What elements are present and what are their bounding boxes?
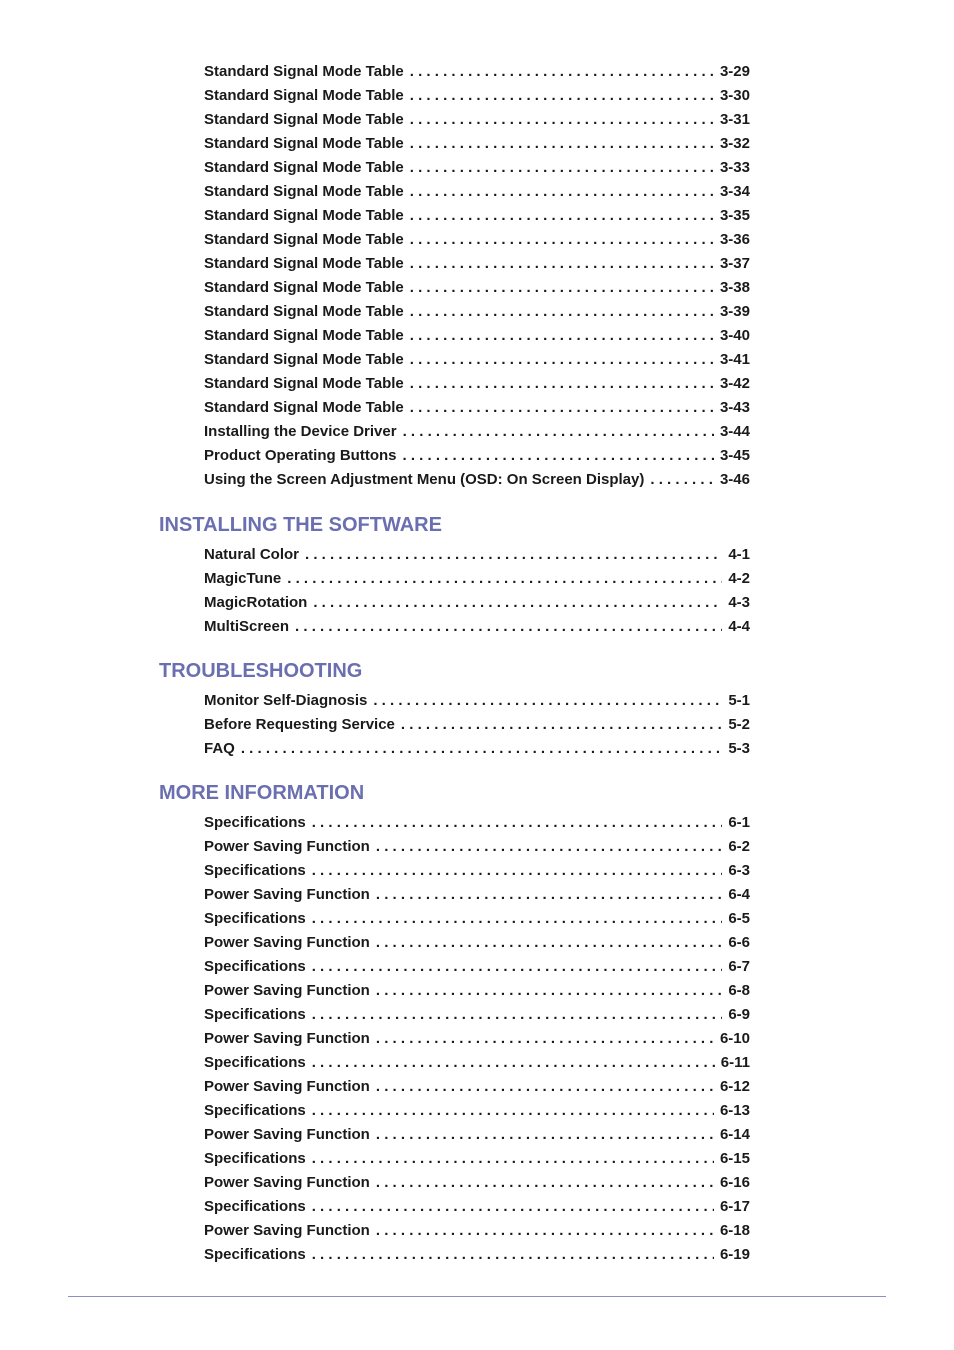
dot-leader <box>241 737 722 761</box>
toc-entry-title: Power Saving Function <box>204 982 370 999</box>
toc-entry[interactable] <box>204 228 750 252</box>
toc-entry-title: Specifications <box>204 862 306 879</box>
toc-entry-page-number: 3-31 <box>719 111 750 128</box>
toc-entry-page-number: 6-9 <box>728 1006 750 1023</box>
toc-entry-page-number: 3-42 <box>719 375 750 392</box>
dot-leader <box>312 1003 723 1027</box>
toc-entry[interactable] <box>204 372 750 396</box>
toc-entry[interactable] <box>204 324 750 348</box>
toc-entry[interactable] <box>204 108 750 132</box>
toc-entry-page-number: 3-43 <box>719 399 750 416</box>
toc-entry-page-number: 3-34 <box>719 183 750 200</box>
toc-entry[interactable] <box>204 300 750 324</box>
toc-entry-page-number: 6-14 <box>719 1126 750 1143</box>
toc-entry-title: Standard Signal Mode Table <box>204 279 404 296</box>
toc-entry[interactable] <box>204 420 750 444</box>
toc-entry-title: Standard Signal Mode Table <box>204 87 404 104</box>
dot-leader <box>287 567 722 591</box>
toc-entry[interactable] <box>204 252 750 276</box>
dot-leader <box>410 252 714 276</box>
toc-entry-title: Standard Signal Mode Table <box>204 231 404 248</box>
toc-entry-title: Power Saving Function <box>204 1222 370 1239</box>
toc-list-display <box>204 60 750 492</box>
toc-entry-page-number: 3-30 <box>719 87 750 104</box>
dot-leader <box>376 1075 714 1099</box>
toc-entry[interactable] <box>204 567 750 591</box>
dot-leader <box>410 348 714 372</box>
toc-entry-title: Power Saving Function <box>204 1030 370 1047</box>
toc-entry-page-number: 6-15 <box>719 1150 750 1167</box>
toc-entry[interactable] <box>204 1123 750 1147</box>
dot-leader <box>376 931 722 955</box>
toc-entry-title: Power Saving Function <box>204 1078 370 1095</box>
toc-list-more-information <box>204 811 750 1267</box>
section-heading-troubleshooting: TROUBLESHOOTING <box>159 660 363 682</box>
dot-leader <box>410 108 714 132</box>
toc-entry[interactable] <box>204 713 750 737</box>
toc-entry-page-number: 5-1 <box>728 692 750 709</box>
toc-entry-title: Before Requesting Service <box>204 716 395 733</box>
toc-list-troubleshooting <box>204 689 750 761</box>
toc-entry-title: Power Saving Function <box>204 838 370 855</box>
toc-entry-title: Power Saving Function <box>204 934 370 951</box>
toc-entry[interactable] <box>204 468 750 492</box>
toc-entry-page-number: 3-35 <box>719 207 750 224</box>
dot-leader <box>410 156 714 180</box>
toc-entry-page-number: 4-2 <box>728 570 750 587</box>
dot-leader <box>410 324 714 348</box>
toc-entry-title: Specifications <box>204 814 306 831</box>
toc-entry[interactable] <box>204 1195 750 1219</box>
toc-entry-title: Power Saving Function <box>204 1174 370 1191</box>
toc-entry-page-number: 4-1 <box>728 546 750 563</box>
toc-entry-title: Specifications <box>204 1150 306 1167</box>
toc-entry-page-number: 6-3 <box>728 862 750 879</box>
toc-entry-title: Standard Signal Mode Table <box>204 375 404 392</box>
dot-leader <box>312 1147 714 1171</box>
toc-entry-title: Specifications <box>204 1054 306 1071</box>
toc-entry-page-number: 6-10 <box>719 1030 750 1047</box>
toc-entry-page-number: 3-41 <box>719 351 750 368</box>
toc-entry-page-number: 6-16 <box>719 1174 750 1191</box>
dot-leader <box>312 907 723 931</box>
toc-entry-page-number: 6-17 <box>719 1198 750 1215</box>
toc-entry-title: MagicTune <box>204 570 282 587</box>
toc-entry-page-number: 6-2 <box>728 838 750 855</box>
dot-leader <box>401 713 722 737</box>
toc-entry-page-number: 6-7 <box>728 958 750 975</box>
toc-entry-page-number: 6-5 <box>728 910 750 927</box>
toc-entry-title: Specifications <box>204 1246 306 1263</box>
dot-leader <box>410 396 714 420</box>
toc-entry-title: Standard Signal Mode Table <box>204 111 404 128</box>
dot-leader <box>312 955 723 979</box>
toc-entry[interactable] <box>204 1147 750 1171</box>
toc-entry[interactable] <box>204 883 750 907</box>
toc-entry[interactable] <box>204 811 750 835</box>
dot-leader <box>410 60 714 84</box>
toc-entry-title: Power Saving Function <box>204 886 370 903</box>
dot-leader <box>295 615 722 639</box>
dot-leader <box>312 859 723 883</box>
dot-leader <box>403 420 714 444</box>
dot-leader <box>373 689 722 713</box>
toc-entry-title: Specifications <box>204 1102 306 1119</box>
dot-leader <box>410 84 714 108</box>
toc-entry-title: Product Operating Buttons <box>204 447 397 464</box>
toc-entry-page-number: 3-32 <box>719 135 750 152</box>
toc-entry[interactable] <box>204 1003 750 1027</box>
toc-entry-page-number: 3-29 <box>719 63 750 80</box>
toc-entry-page-number: 4-3 <box>728 594 750 611</box>
toc-entry-title: Standard Signal Mode Table <box>204 63 404 80</box>
toc-entry[interactable] <box>204 955 750 979</box>
toc-list-software <box>204 543 750 639</box>
toc-entry-title: Standard Signal Mode Table <box>204 159 404 176</box>
toc-entry[interactable] <box>204 1243 750 1267</box>
toc-entry-page-number: 5-3 <box>728 740 750 757</box>
toc-entry-page-number: 6-8 <box>728 982 750 999</box>
dot-leader <box>313 591 722 615</box>
toc-entry-page-number: 4-4 <box>728 618 750 635</box>
toc-entry-title: Specifications <box>204 958 306 975</box>
dot-leader <box>312 1099 714 1123</box>
dot-leader <box>376 883 722 907</box>
dot-leader <box>376 979 722 1003</box>
toc-entry[interactable] <box>204 84 750 108</box>
toc-entry-title: MultiScreen <box>204 618 290 635</box>
toc-entry-title: Standard Signal Mode Table <box>204 327 404 344</box>
toc-entry-page-number: 3-33 <box>719 159 750 176</box>
toc-entry[interactable] <box>204 979 750 1003</box>
toc-entry[interactable] <box>204 132 750 156</box>
dot-leader <box>376 1123 714 1147</box>
toc-entry[interactable] <box>204 60 750 84</box>
toc-entry-page-number: 6-6 <box>728 934 750 951</box>
footer-divider <box>68 1296 886 1297</box>
toc-entry[interactable] <box>204 1171 750 1195</box>
toc-entry-page-number: 3-40 <box>719 327 750 344</box>
toc-entry-title: MagicRotation <box>204 594 308 611</box>
dot-leader <box>410 300 714 324</box>
section-heading-software: INSTALLING THE SOFTWARE <box>159 514 442 536</box>
toc-entry-page-number: 3-38 <box>719 279 750 296</box>
dot-leader <box>312 1243 714 1267</box>
dot-leader <box>410 372 714 396</box>
toc-entry-title: Installing the Device Driver <box>204 423 397 440</box>
toc-entry-title: FAQ <box>204 740 235 757</box>
dot-leader <box>410 228 714 252</box>
toc-entry-title: Using the Screen Adjustment Menu (OSD: On Screen Display) <box>204 471 645 488</box>
toc-entry-title: Standard Signal Mode Table <box>204 135 404 152</box>
toc-entry-title: Natural Color <box>204 546 300 563</box>
toc-entry-title: Power Saving Function <box>204 1126 370 1143</box>
dot-leader <box>650 468 714 492</box>
section-heading-more-information: MORE INFORMATION <box>159 782 365 804</box>
toc-entry-title: Standard Signal Mode Table <box>204 255 404 272</box>
toc-entry-title: Standard Signal Mode Table <box>204 351 404 368</box>
dot-leader <box>312 1195 714 1219</box>
dot-leader <box>305 543 722 567</box>
toc-entry[interactable] <box>204 1027 750 1051</box>
toc-entry-page-number: 3-39 <box>719 303 750 320</box>
toc-entry-page-number: 6-18 <box>719 1222 750 1239</box>
toc-entry[interactable] <box>204 835 750 859</box>
toc-entry[interactable] <box>204 931 750 955</box>
toc-entry[interactable] <box>204 444 750 468</box>
dot-leader <box>410 180 714 204</box>
toc-entry[interactable] <box>204 689 750 713</box>
toc-entry-page-number: 3-37 <box>719 255 750 272</box>
dot-leader <box>410 204 714 228</box>
toc-entry-page-number: 6-13 <box>719 1102 750 1119</box>
toc-entry-title: Standard Signal Mode Table <box>204 303 404 320</box>
toc-entry[interactable] <box>204 591 750 615</box>
toc-entry-title: Specifications <box>204 1006 306 1023</box>
toc-entry[interactable] <box>204 348 750 372</box>
dot-leader <box>376 1219 714 1243</box>
toc-entry[interactable] <box>204 1099 750 1123</box>
toc-entry-title: Standard Signal Mode Table <box>204 207 404 224</box>
toc-entry[interactable] <box>204 1075 750 1099</box>
dot-leader <box>312 811 723 835</box>
toc-entry-page-number: 6-12 <box>719 1078 750 1095</box>
toc-entry[interactable] <box>204 204 750 228</box>
toc-entry-page-number: 6-11 <box>720 1054 750 1071</box>
dot-leader <box>410 276 714 300</box>
toc-entry-page-number: 3-36 <box>719 231 750 248</box>
toc-entry-title: Specifications <box>204 1198 306 1215</box>
toc-entry[interactable] <box>204 1219 750 1243</box>
toc-entry-page-number: 3-44 <box>719 423 750 440</box>
toc-entry[interactable] <box>204 737 750 761</box>
toc-entry-title: Monitor Self-Diagnosis <box>204 692 368 709</box>
toc-entry[interactable] <box>204 180 750 204</box>
toc-entry[interactable] <box>204 396 750 420</box>
toc-entry-title: Standard Signal Mode Table <box>204 399 404 416</box>
dot-leader <box>376 1171 714 1195</box>
toc-entry[interactable] <box>204 615 750 639</box>
toc-entry[interactable] <box>204 907 750 931</box>
toc-entry-page-number: 6-4 <box>728 886 750 903</box>
dot-leader <box>376 835 722 859</box>
toc-entry[interactable] <box>204 156 750 180</box>
toc-entry-title: Standard Signal Mode Table <box>204 183 404 200</box>
dot-leader <box>312 1051 715 1075</box>
toc-entry[interactable] <box>204 276 750 300</box>
dot-leader <box>410 132 714 156</box>
toc-entry-page-number: 5-2 <box>728 716 750 733</box>
toc-entry[interactable] <box>204 1051 750 1075</box>
toc-entry[interactable] <box>204 543 750 567</box>
toc-entry-page-number: 6-19 <box>719 1246 750 1263</box>
dot-leader <box>403 444 714 468</box>
dot-leader <box>376 1027 714 1051</box>
toc-entry-page-number: 3-45 <box>719 447 750 464</box>
toc-entry[interactable] <box>204 859 750 883</box>
toc-entry-page-number: 6-1 <box>728 814 750 831</box>
toc-entry-page-number: 3-46 <box>719 471 750 488</box>
toc-entry-title: Specifications <box>204 910 306 927</box>
